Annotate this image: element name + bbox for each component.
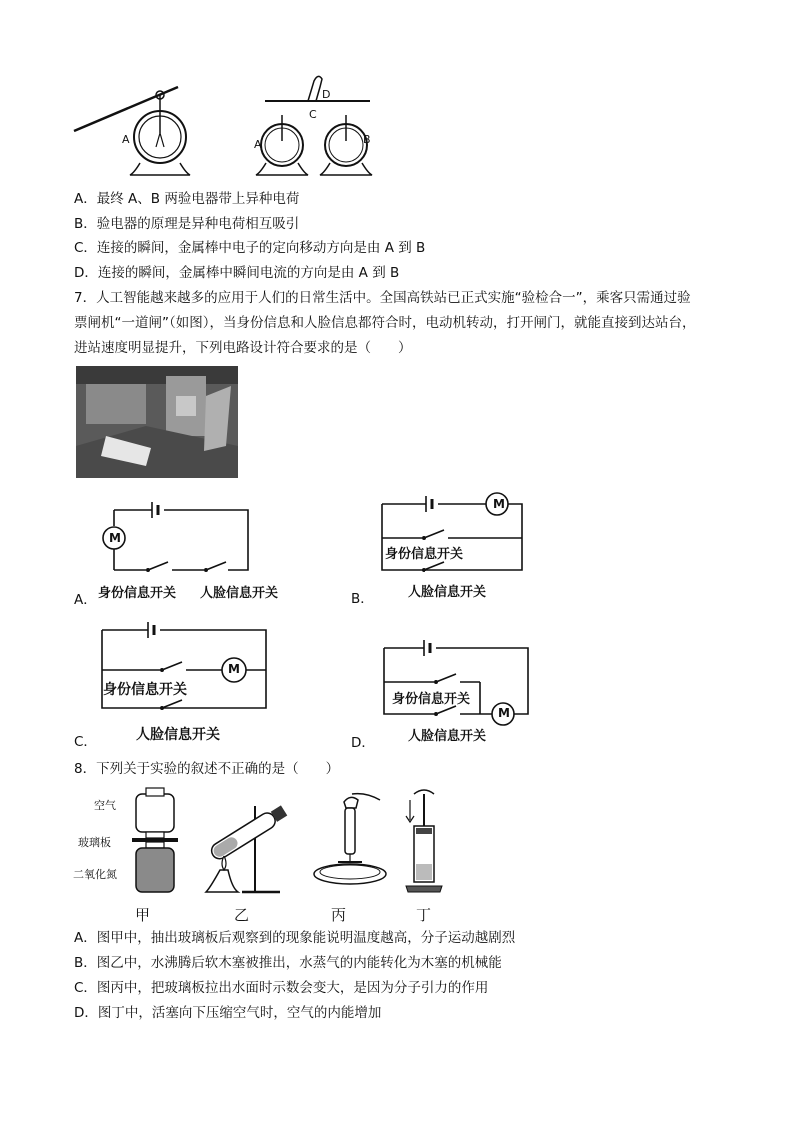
q6-option-d: D．连接的瞬间，金属棒中瞬间电流的方向是由 A 到 B [74,265,400,281]
fig-ding-piston-cylinder [400,786,450,896]
circuit-a-motor: M [109,531,121,545]
circuit-c-face-switch: 人脸信息开关 [136,727,220,743]
q6-option-c: C．连接的瞬间，金属棒中电子的定向移动方向是由 A 到 B [74,240,426,256]
circuit-b-motor: M [493,497,505,511]
circuit-a-drawing [100,500,260,575]
circuit-a-face-switch: 人脸信息开关 [200,586,279,601]
label-b: B [363,133,371,146]
q7-stem-line-2: 票闸机“一道闸”（如图），当身份信息和人脸信息都符合时，电动机转动，打开闸门，就能直接到达站台， [74,315,696,331]
circuit-c-id-switch: 身份信息开关 [103,682,187,698]
circuit-c-drawing [100,620,270,720]
q8-option-b: B．图乙中，水沸腾后软木塞被推出，水蒸气的内能转化为木塞的机械能 [74,955,502,971]
circuit-b-drawing [378,490,528,575]
q7-stem-line-1: 7．人工智能越来越多的应用于人们的日常生活中。全国高铁站已正式实施“验检合一”，乘客只需通过验 [74,290,691,306]
caption-yi: 乙 [234,906,250,924]
label-no2: 二氧化氮 [73,868,117,881]
label-glass-plate: 玻璃板 [78,836,111,849]
ticket-gate-photo-drawing [76,366,238,478]
caption-ding: 丁 [416,906,432,924]
q8-stem: 8．下列关于实验的叙述不正确的是（ ） [74,761,340,777]
electroscope-drawing [70,75,390,185]
q8-option-c: C．图丙中，把玻璃板拉出水面时示数会变大，是因为分子引力的作用 [74,980,489,996]
choice-c: C． [74,734,97,750]
q6-option-b: B．验电器的原理是异种电荷相互吸引 [74,216,300,232]
q8-option-d: D．图丁中，活塞向下压缩空气时，空气的内能增加 [74,1005,382,1021]
label-c: C [309,108,317,121]
q6-option-a: A．最终 A、B 两验电器带上异种电荷 [74,191,300,207]
caption-bing: 丙 [331,906,347,924]
ticket-gate-photo [76,366,238,478]
fig-yi-test-tube [200,800,300,896]
circuit-b-face-switch: 人脸信息开关 [408,585,487,600]
choice-a: A． [74,592,97,608]
choice-d: D． [351,735,375,751]
circuit-d-id-switch: 身份信息开关 [392,692,471,707]
label-a-right: A [254,138,262,151]
circuit-c-motor: M [228,662,240,676]
fig-jia-bottles [130,786,180,896]
circuit-d-motor: M [498,706,510,720]
circuit-d-face-switch: 人脸信息开关 [408,729,487,744]
choice-b: B． [351,591,374,607]
label-d: D [322,88,331,101]
circuit-b-id-switch: 身份信息开关 [385,547,464,562]
label-a-left: A [122,133,130,146]
label-air: 空气 [94,799,116,812]
q7-stem-line-3: 进站速度明显提升，下列电路设计符合要求的是（ ） [74,340,412,356]
caption-jia: 甲 [135,906,151,924]
fig-bing-spring-scale [310,790,390,896]
q8-option-a: A．图甲中，抽出玻璃板后观察到的现象能说明温度越高，分子运动越剧烈 [74,930,516,946]
circuit-a-id-switch: 身份信息开关 [98,586,177,601]
